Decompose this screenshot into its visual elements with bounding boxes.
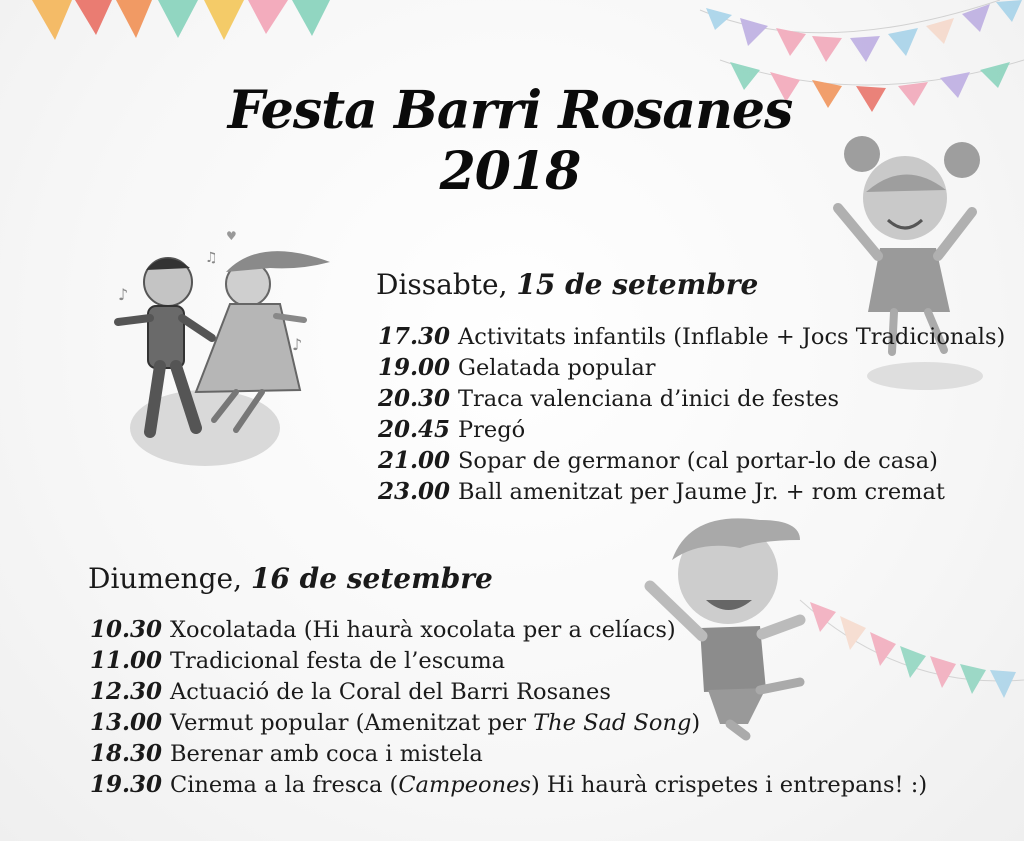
event-time: 11.00 bbox=[90, 647, 163, 674]
schedule-item bbox=[90, 645, 927, 676]
saturday-date: 15 de setembre bbox=[516, 268, 759, 301]
event-time: 20.30 bbox=[378, 385, 451, 412]
event-description bbox=[170, 710, 700, 736]
event-description: Tradicional festa de l’escuma bbox=[170, 648, 506, 674]
event-time: 19.30 bbox=[90, 771, 163, 798]
event-time: 19.00 bbox=[378, 354, 451, 381]
page-title: Festa Barri Rosanes 2018 bbox=[227, 80, 793, 202]
sunday-day: Diumenge, bbox=[88, 562, 242, 595]
event-description-emphasis: Campeones bbox=[398, 772, 531, 798]
event-time: 21.00 bbox=[378, 447, 451, 474]
event-description: Gelatada popular bbox=[458, 355, 656, 381]
event-description: Actuació de la Coral del Barri Rosanes bbox=[170, 679, 611, 705]
event-time: 13.00 bbox=[90, 709, 163, 736]
event-description-text: ) Hi haurà crispetes i entrepans! :) bbox=[530, 772, 928, 798]
schedule-item bbox=[90, 707, 927, 738]
schedule-item bbox=[378, 383, 1005, 414]
event-description-text: Vermut popular (Amenitzat per bbox=[170, 710, 534, 736]
schedule-item bbox=[90, 738, 927, 769]
svg-text:♥: ♥ bbox=[226, 229, 237, 243]
top-left-bunting bbox=[32, 0, 330, 40]
schedule-item bbox=[378, 321, 1005, 352]
event-description: Traca valenciana d’inici de festes bbox=[458, 386, 840, 412]
event-description: Activitats infantils (Inflable + Jocs Tradicionals) bbox=[458, 324, 1006, 350]
event-description: Berenar amb coca i mistela bbox=[170, 741, 483, 767]
svg-text:♫: ♫ bbox=[205, 250, 218, 266]
saturday-heading bbox=[376, 268, 758, 301]
schedule-item bbox=[90, 676, 927, 707]
event-description: Sopar de germanor (cal portar-lo de casa) bbox=[458, 448, 938, 474]
sunday-date: 16 de setembre bbox=[250, 562, 493, 595]
event-description: Pregó bbox=[458, 417, 526, 443]
svg-text:♪: ♪ bbox=[118, 285, 129, 304]
event-time: 20.45 bbox=[378, 416, 451, 443]
event-time: 12.30 bbox=[90, 678, 163, 705]
schedule-item bbox=[378, 352, 1005, 383]
event-description bbox=[170, 772, 927, 798]
saturday-day: Dissabte, bbox=[376, 268, 508, 301]
event-time: 23.00 bbox=[378, 478, 451, 505]
sunday-heading bbox=[88, 562, 493, 595]
svg-text:♪: ♪ bbox=[292, 335, 303, 354]
event-time: 17.30 bbox=[378, 323, 451, 350]
schedule-item bbox=[90, 614, 927, 645]
event-description: Ball amenitzat per Jaume Jr. + rom cremat bbox=[458, 479, 945, 505]
event-description-text: ) bbox=[691, 710, 701, 736]
schedule-item bbox=[378, 414, 1005, 445]
schedule-item bbox=[90, 769, 927, 800]
saturday-schedule bbox=[378, 321, 1005, 507]
dancing-couple-illustration bbox=[118, 229, 330, 466]
schedule-item bbox=[378, 476, 1005, 507]
event-time: 18.30 bbox=[90, 740, 163, 767]
event-description-emphasis: The Sad Song bbox=[533, 710, 692, 736]
sunday-schedule bbox=[90, 614, 927, 800]
schedule-item bbox=[378, 445, 1005, 476]
event-time: 10.30 bbox=[90, 616, 163, 643]
event-description-text: Cinema a la fresca ( bbox=[170, 772, 399, 798]
event-description: Xocolatada (Hi haurà xocolata per a celíacs) bbox=[170, 617, 676, 643]
